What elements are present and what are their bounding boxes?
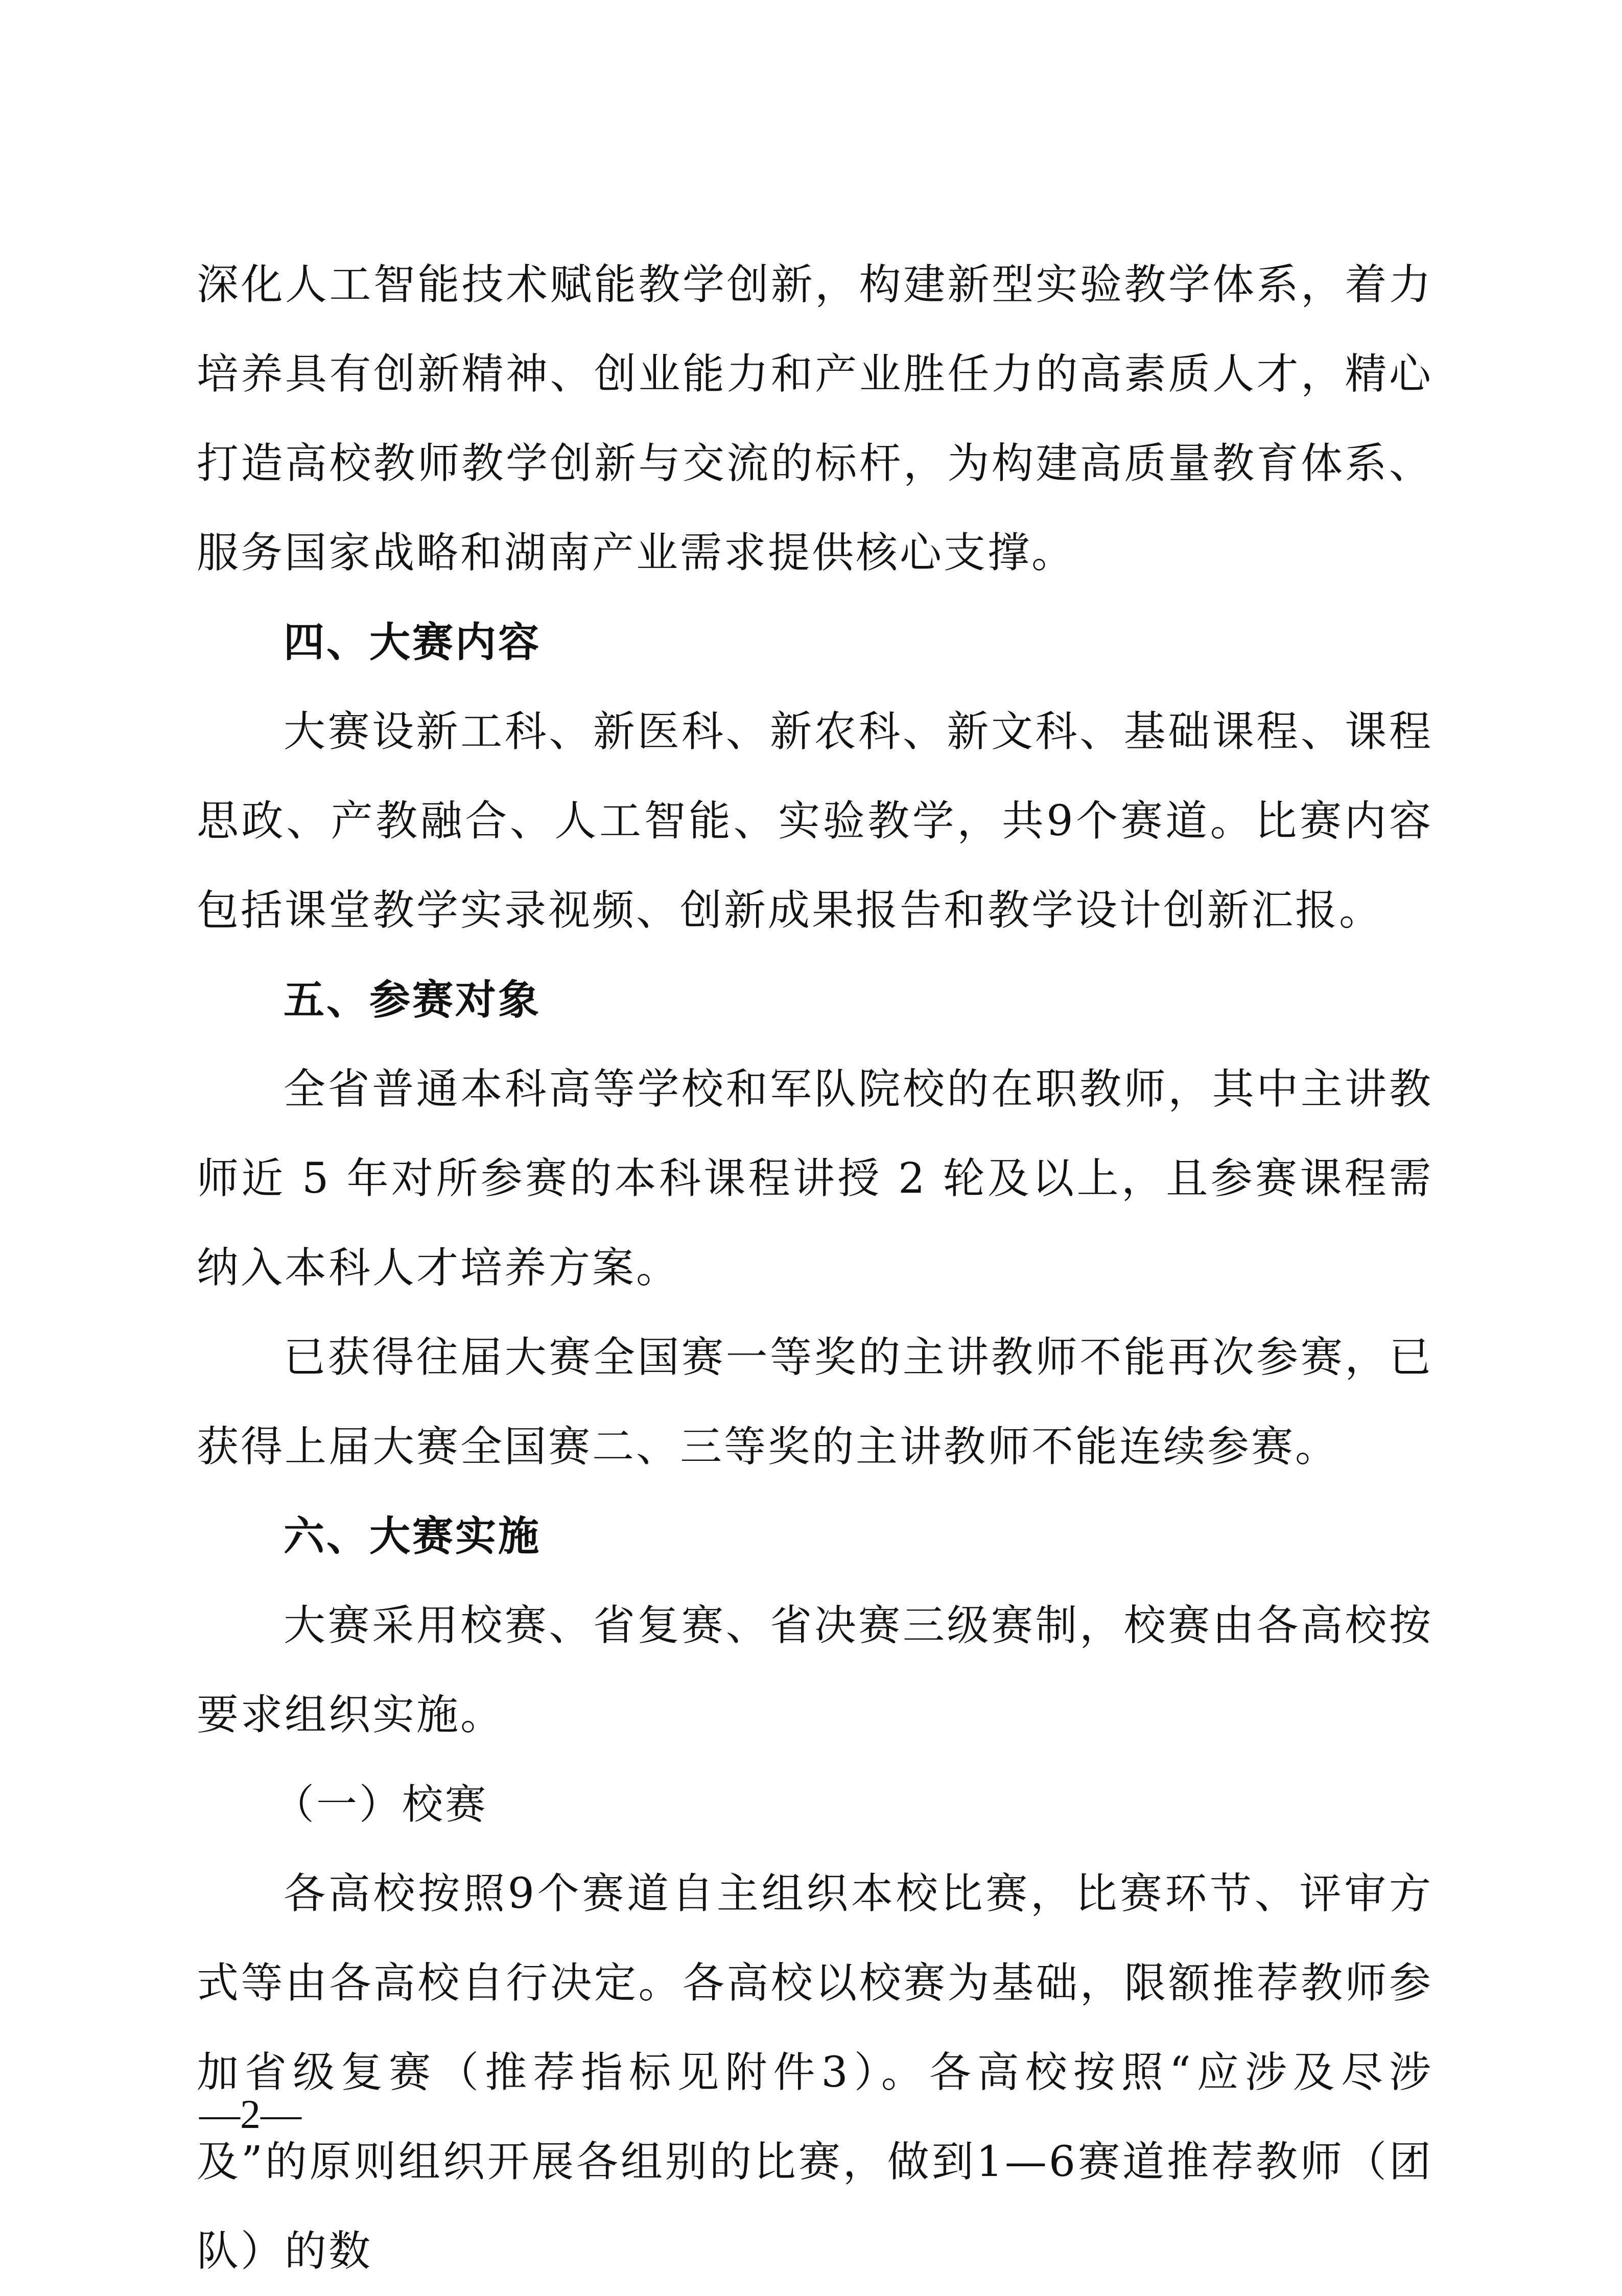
paragraph-contest-content: 大赛设新工科、新医科、新农科、新文科、基础课程、课程思政、产教融合、人工智能、实验教学，共9个赛道。比赛内容包括课堂教学实录视频、创新成果报告和教学设计创新汇报。 (197, 707, 1433, 935)
page-number: —2— (199, 2092, 301, 2137)
paragraph-participants-eligibility: 全省普通本科高等学校和军队院校的在职教师，其中主讲教师近 5 年对所参赛的本科课程讲授 2 轮及以上，且参赛课程需纳入本科人才培养方案。 (197, 1065, 1433, 1292)
subsection-heading-school-contest: （一）校赛 (273, 1781, 488, 1828)
section-heading-participants: 五、参赛对象 (284, 976, 541, 1024)
paragraph-continuation: 深化人工智能技术赋能教学创新，构建新型实验教学体系，着力培养具有创新精神、创业能力和产业胜任力的高素质人才，精心打造高校教师教学创新与交流的标杆，为构建高质量教育体系、服务国家战略和湖南产业需求提供核心支撑。 (197, 261, 1433, 577)
paragraph-school-contest: 各高校按照9个赛道自主组织本校比赛，比赛环节、评审方式等由各高校自行决定。各高校以校赛为基础，限额推荐教师参加省级复赛（推荐指标见附件3）。各高校按照“应涉及尽涉及”的原则组织开展各组别的比赛，做到1—6赛道推荐教师（团队）的数 (197, 1869, 1433, 2276)
section-heading-content: 四、大赛内容 (284, 619, 541, 666)
paragraph-participants-restriction: 已获得往届大赛全国赛一等奖的主讲教师不能再次参赛，已获得上届大赛全国赛二、三等奖的主讲教师不能连续参赛。 (197, 1333, 1433, 1471)
document-body (197, 240, 1433, 2296)
paragraph-implementation: 大赛采用校赛、省复赛、省决赛三级赛制，校赛由各高校按要求组织实施。 (197, 1601, 1433, 1739)
section-heading-implementation: 六、大赛实施 (284, 1512, 541, 1560)
